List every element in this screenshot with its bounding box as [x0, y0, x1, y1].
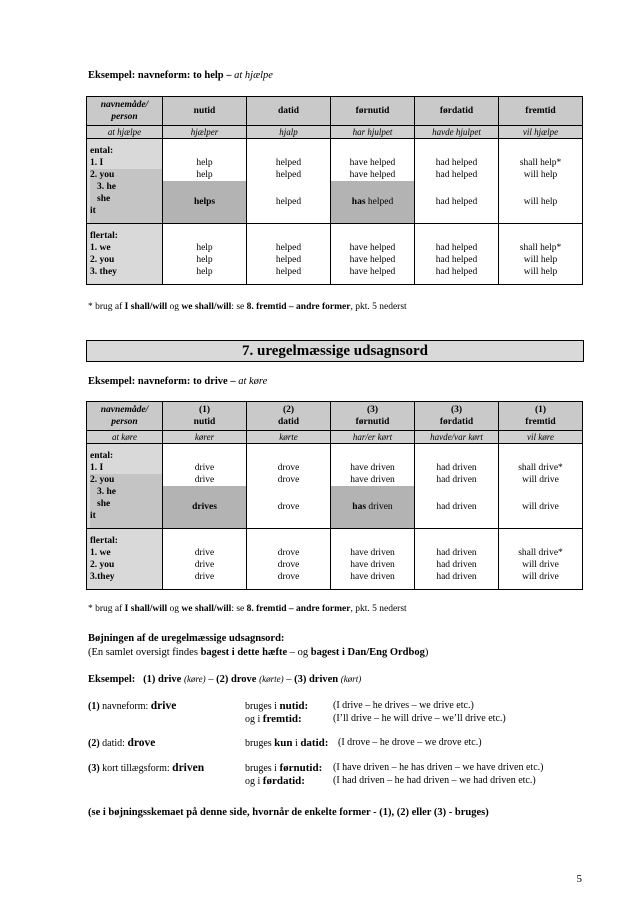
danish-header-cell: vil køre: [499, 431, 583, 444]
form-cell: had helped had helped had helped: [415, 224, 499, 285]
form-cell: helped helped helped: [247, 224, 331, 285]
boejning-heading: Bøjningen af de uregelmæssige udsagnsord:: [88, 633, 285, 644]
danish-header-cell: at hjælpe: [87, 126, 163, 139]
header-cell: (2) datid: [247, 402, 331, 431]
closing-note: (se i bøjningsskemaet på denne side, hvornår de enkelte former - (1), (2) eller (3) - bruges): [88, 807, 489, 818]
danish-header-cell: kørte: [247, 431, 331, 444]
form-cell: drove drove drove: [247, 444, 331, 529]
person-cell-singular: ental: 1. I 2. you 3. he she it: [87, 444, 163, 529]
danish-header-cell: har/er kørt: [331, 431, 415, 444]
footnote-2: * brug af I shall/will og we shall/will: se 8. fremtid – andre former, pkt. 5 nederst: [88, 604, 407, 614]
header-cell: (1) nutid: [163, 402, 247, 431]
header-cell: (3) førnutid: [331, 402, 415, 431]
header-cell: navnemåde/ person: [87, 402, 163, 431]
danish-header-cell: hjælper: [163, 126, 247, 139]
example-2: Eksempel: navneform: to drive – at køre: [88, 376, 268, 387]
form-cell: drive drive drive: [163, 529, 247, 590]
danish-header-cell: hjalp: [247, 126, 331, 139]
form-cell: drove drove drove: [247, 529, 331, 590]
header-cell: førdatid: [415, 97, 499, 126]
conjugation-table-drive: [86, 401, 583, 590]
danish-header-cell: kører: [163, 431, 247, 444]
danish-header-cell: at køre: [87, 431, 163, 444]
form-cell: had helped had helped had helped: [415, 139, 499, 224]
section-title: 7. uregelmæssige udsagnsord: [86, 340, 584, 362]
form-cell: had driven had driven had driven: [415, 444, 499, 529]
form-cell: have driven have driven has driven: [331, 444, 415, 529]
form-cell: had driven had driven had driven: [415, 529, 499, 590]
form-cell: helped helped helped: [247, 139, 331, 224]
header-cell: (1) fremtid: [499, 402, 583, 431]
header-cell: (3) førdatid: [415, 402, 499, 431]
form-cell: shall help* will help will help: [499, 224, 583, 285]
page-number: 5: [576, 873, 582, 885]
form-cell: drive drive drives: [163, 444, 247, 529]
form-cell: shall drive* will drive will drive: [499, 444, 583, 529]
person-cell-singular: ental: 1. I 2. you 3. he she it: [87, 139, 163, 224]
danish-header-cell: havde/var kørt: [415, 431, 499, 444]
danish-header-cell: havde hjulpet: [415, 126, 499, 139]
form-cell: shall help* will help will help: [499, 139, 583, 224]
person-cell-plural: flertal: 1. we 2. you 3. they: [87, 224, 163, 285]
header-cell: navnemåde/ person: [87, 97, 163, 126]
example-1: Eksempel: navneform: to help – at hjælpe: [88, 70, 273, 81]
danish-header-cell: har hjulpet: [331, 126, 415, 139]
form-cell: have helped have helped has helped: [331, 139, 415, 224]
conjugation-table-help: [86, 96, 583, 285]
boejning-note: (En samlet oversigt findes bagest i dette hæfte – og bagest i Dan/Eng Ordbog): [88, 647, 429, 658]
form-cell: have helped have helped have helped: [331, 224, 415, 285]
example-3: Eksempel: (1) drive (køre) – (2) drove (kørte) – (3) driven (kørt): [88, 674, 362, 685]
form-cell: have driven have driven have driven: [331, 529, 415, 590]
danish-header-cell: vil hjælpe: [499, 126, 583, 139]
form-cell: help help helps: [163, 139, 247, 224]
header-cell: nutid: [163, 97, 247, 126]
footnote-1: * brug af I shall/will og we shall/will: se 8. fremtid – andre former, pkt. 5 nederst: [88, 302, 407, 312]
person-cell-plural: flertal: 1. we 2. you 3.they: [87, 529, 163, 590]
form-cell: help help help: [163, 224, 247, 285]
header-cell: førnutid: [331, 97, 415, 126]
header-cell: fremtid: [499, 97, 583, 126]
header-cell: datid: [247, 97, 331, 126]
form-cell: shall drive* will drive will drive: [499, 529, 583, 590]
